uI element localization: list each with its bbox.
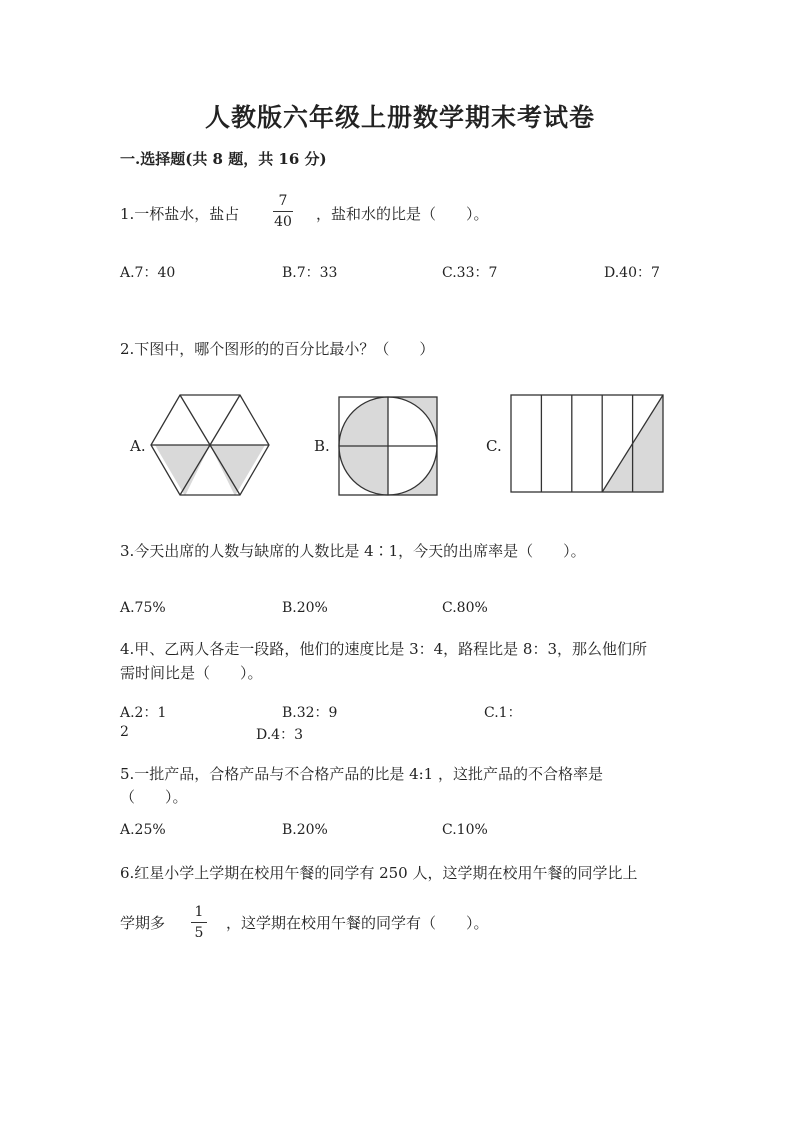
q6-fraction-numerator: 1 bbox=[194, 904, 204, 920]
q4-text-line1: 4.甲、乙两人各走一段路，他们的速度比是 3：4，路程比是 8：3，那么他们所 bbox=[120, 640, 648, 658]
q5-option-c[interactable]: C.10% bbox=[442, 822, 488, 838]
q1-fraction-denominator: 40 bbox=[274, 214, 292, 230]
q4-option-b[interactable]: B.32：9 bbox=[282, 705, 338, 721]
section-heading: 一.选择题(共 8 题，共 16 分) bbox=[120, 150, 327, 168]
figure-c-rectangle[interactable] bbox=[510, 394, 664, 493]
page-title: 人教版六年级上册数学期末考试卷 bbox=[204, 103, 595, 132]
q3-text: 3.今天出席的人数与缺席的人数比是 4∶1，今天的出席率是（ ）。 bbox=[120, 542, 586, 560]
q6-text-line1: 6.红星小学上学期在校用午餐的同学有 250 人，这学期在校用午餐的同学比上 bbox=[120, 864, 638, 882]
q3-option-a[interactable]: A.75% bbox=[120, 600, 166, 616]
q5-text-line2: （ ）。 bbox=[120, 788, 188, 806]
q1-option-c[interactable]: C.33：7 bbox=[442, 265, 498, 281]
q6-text-after: ，这学期在校用午餐的同学有（ ）。 bbox=[226, 914, 489, 932]
q1-text-before: 1.一杯盐水，盐占 bbox=[120, 205, 240, 223]
q4-option-d[interactable]: D.4：3 bbox=[256, 727, 303, 743]
q5-option-b[interactable]: B.20% bbox=[282, 822, 328, 838]
q1-option-a[interactable]: A.7：40 bbox=[120, 265, 176, 281]
q5-text-line1: 5.一批产品，合格产品与不合格产品的比是 4:1 ，这批产品的不合格率是 bbox=[120, 765, 603, 783]
q6-text-before: 学期多 bbox=[120, 914, 166, 932]
q1-option-d[interactable]: D.40：7 bbox=[604, 265, 660, 281]
q4-option-a[interactable]: A.2：1 bbox=[120, 705, 167, 721]
figure-b-label: B. bbox=[314, 437, 330, 455]
q3-option-b[interactable]: B.20% bbox=[282, 600, 328, 616]
q4-option-c[interactable]: C.1： bbox=[484, 705, 522, 721]
q4-option-c-continued[interactable]: 2 bbox=[120, 724, 129, 740]
q3-option-c[interactable]: C.80% bbox=[442, 600, 488, 616]
figure-a-hexagon[interactable] bbox=[150, 394, 270, 496]
figure-b-circle-in-square[interactable] bbox=[338, 396, 438, 496]
q1-fraction bbox=[272, 194, 294, 229]
q6-fraction-denominator: 5 bbox=[194, 925, 204, 941]
q1-fraction-numerator: 7 bbox=[278, 193, 288, 209]
figure-c-label: C. bbox=[486, 437, 502, 455]
q6-fraction bbox=[190, 905, 208, 940]
q2-text: 2.下图中，哪个图形的的百分比最小？（ ） bbox=[120, 340, 435, 358]
q1-option-b[interactable]: B.7：33 bbox=[282, 265, 338, 281]
q5-option-a[interactable]: A.25% bbox=[120, 822, 166, 838]
figure-a-label: A. bbox=[130, 437, 146, 455]
q1-text-after: ，盐和水的比是（ ）。 bbox=[316, 205, 489, 223]
hex-shaded-triangle-right bbox=[210, 445, 265, 496]
hex-shaded-triangle-left bbox=[155, 445, 210, 496]
q4-text-line2: 需时间比是（ ）。 bbox=[120, 664, 263, 682]
